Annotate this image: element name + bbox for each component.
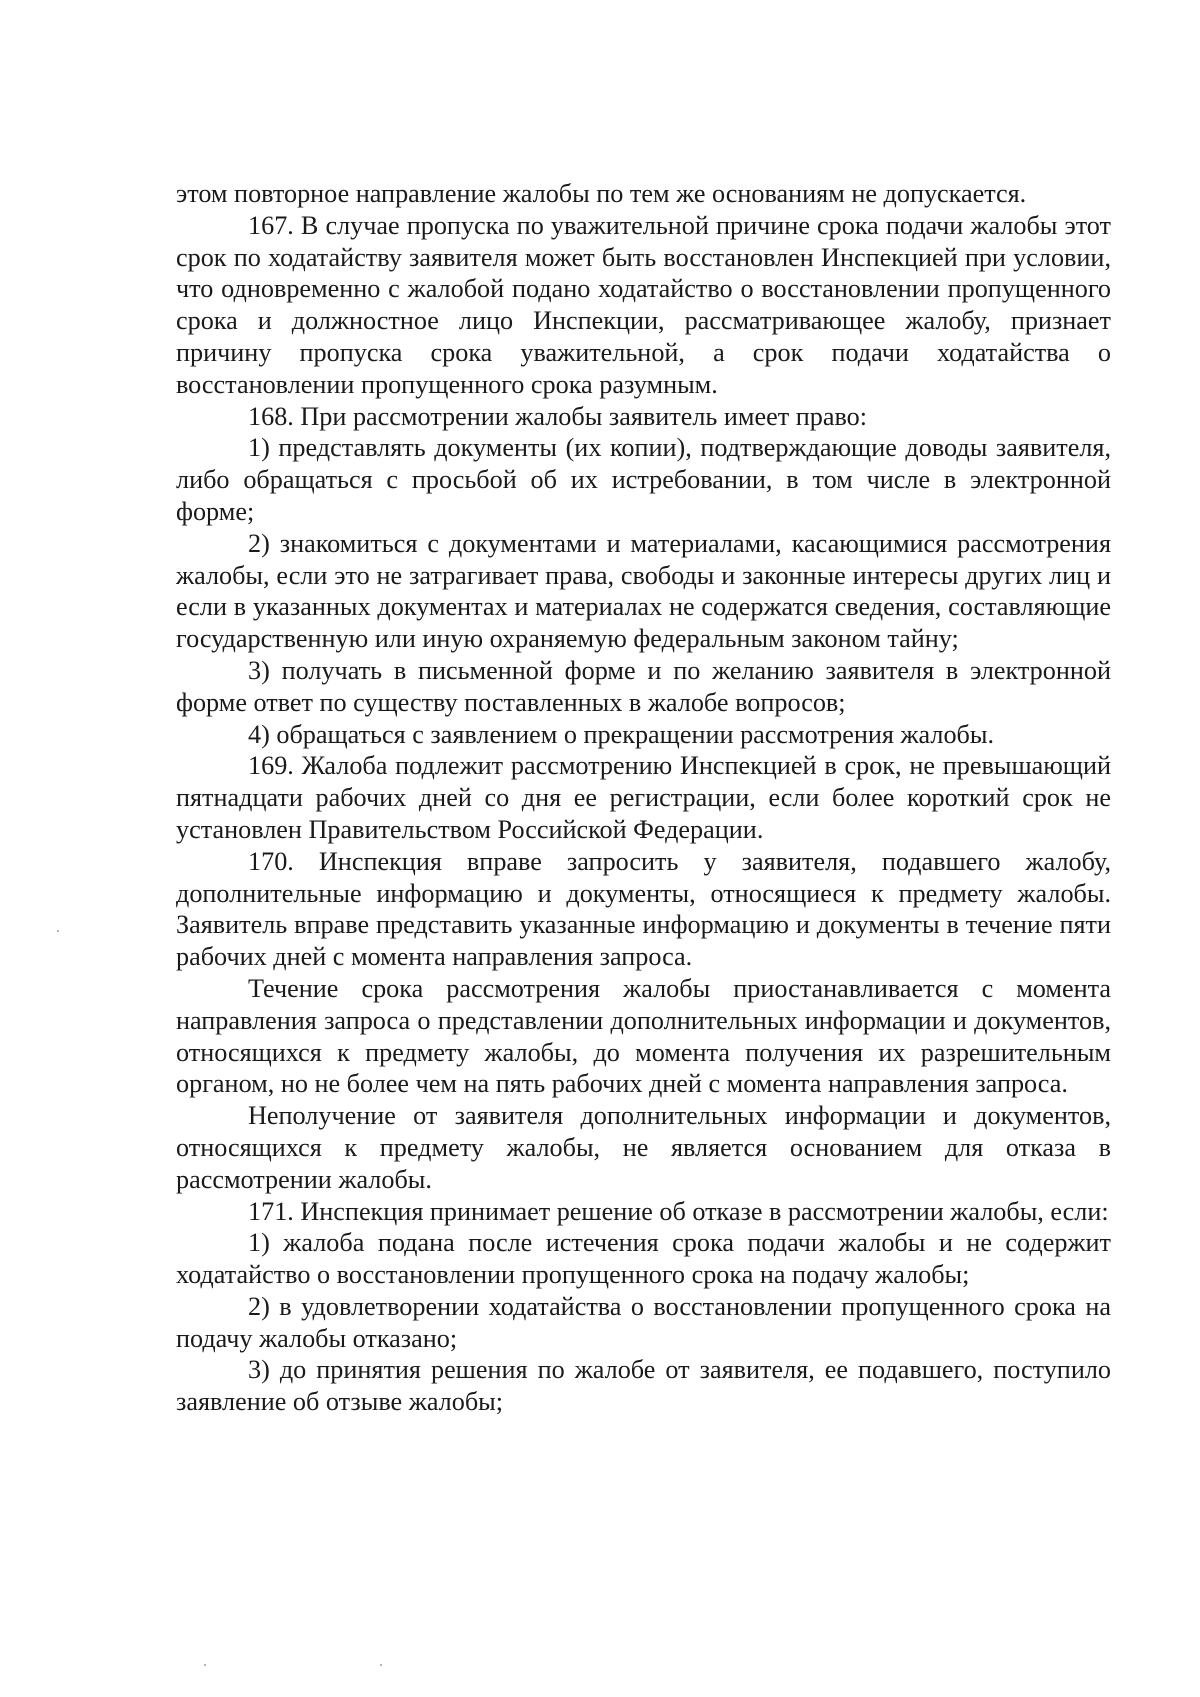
scan-speck [57,930,59,932]
paragraph-168-item-2: 2) знакомиться с документами и материалами, касающимися рассмотрения жалобы, если это не затрагивает права, свободы и законные интересы других лиц и если в указанных документах и материалах не содержатся сведения, составляющие государственную или иную охраняемую федеральным законом тайну; [176,528,1111,654]
scan-speck [204,1664,206,1666]
paragraph-171-item-1: 1) жалоба подана после истечения срока подачи жалобы и не содержит ходатайство о восстановлении пропущенного срока на подачу жалобы; [176,1228,1111,1290]
paragraph-171-item-3: 3) до принятия решения по жалобе от заявителя, ее подавшего, поступило заявление об отзыве жалобы; [176,1355,1111,1417]
paragraph-168-item-4: 4) обращаться с заявлением о прекращении рассмотрения жалобы. [248,719,995,749]
paragraph-170: 170. Инспекция вправе запросить у заявителя, подавшего жалобу, дополнительные информацию и документы, относящиеся к предмету жалобы. Заявитель вправе представить указанные информацию и документы в течение пяти рабочих дней с момента направления запроса. [176,846,1111,972]
paragraph-167: 167. В случае пропуска по уважительной причине срока подачи жалобы этот срок по ходатайству заявителя может быть восстановлен Инспекцией при условии, что одновременно с жалобой подано ходатайство о восстановлении пропущенного срока и должностное лицо Инспекции, рассматривающее жалобу, признает причину пропуска срока уважительной, а срок подачи ходатайства о восстановлении пропущенного срока разумным. [176,210,1111,399]
paragraph-169: 169. Жалоба подлежит рассмотрению Инспекцией в срок, не превышающий пятнадцати рабочих дней со дня ее регистрации, если более короткий срок не установлен Правительством Российской Федерации. [176,751,1111,844]
paragraph-170-nonreceipt: Неполучение от заявителя дополнительных информации и документов, относящихся к предмету жалобы, не является основанием для отказа в рассмотрении жалобы. [176,1101,1111,1194]
paragraph-168-item-1: 1) представлять документы (их копии), подтверждающие доводы заявителя, либо обращаться с просьбой об их истребовании, в том числе в электронной форме; [176,433,1111,526]
paragraph-171: 171. Инспекция принимает решение об отказе в рассмотрении жалобы, если: [248,1196,1109,1226]
paragraph-168-item-3: 3) получать в письменной форме и по желанию заявителя в электронной форме ответ по существу поставленных в жалобе вопросов; [176,655,1111,717]
paragraph-continuation: этом повторное направление жалобы по тем же основаниям не допускается. [176,179,1027,208]
scan-speck [380,1664,382,1666]
paragraph-171-item-2: 2) в удовлетворении ходатайства о восстановлении пропущенного срока на подачу жалобы отказано; [176,1291,1111,1353]
document-body [176,178,1111,1418]
paragraph-168: 168. При рассмотрении жалобы заявитель имеет право: [248,401,867,431]
paragraph-170-suspension: Течение срока рассмотрения жалобы приостанавливается с момента направления запроса о представлении дополнительных информации и документов, относящихся к предмету жалобы, до момента получения их разрешительным органом, но не более чем на пять рабочих дней с момента направления запроса. [176,973,1111,1099]
